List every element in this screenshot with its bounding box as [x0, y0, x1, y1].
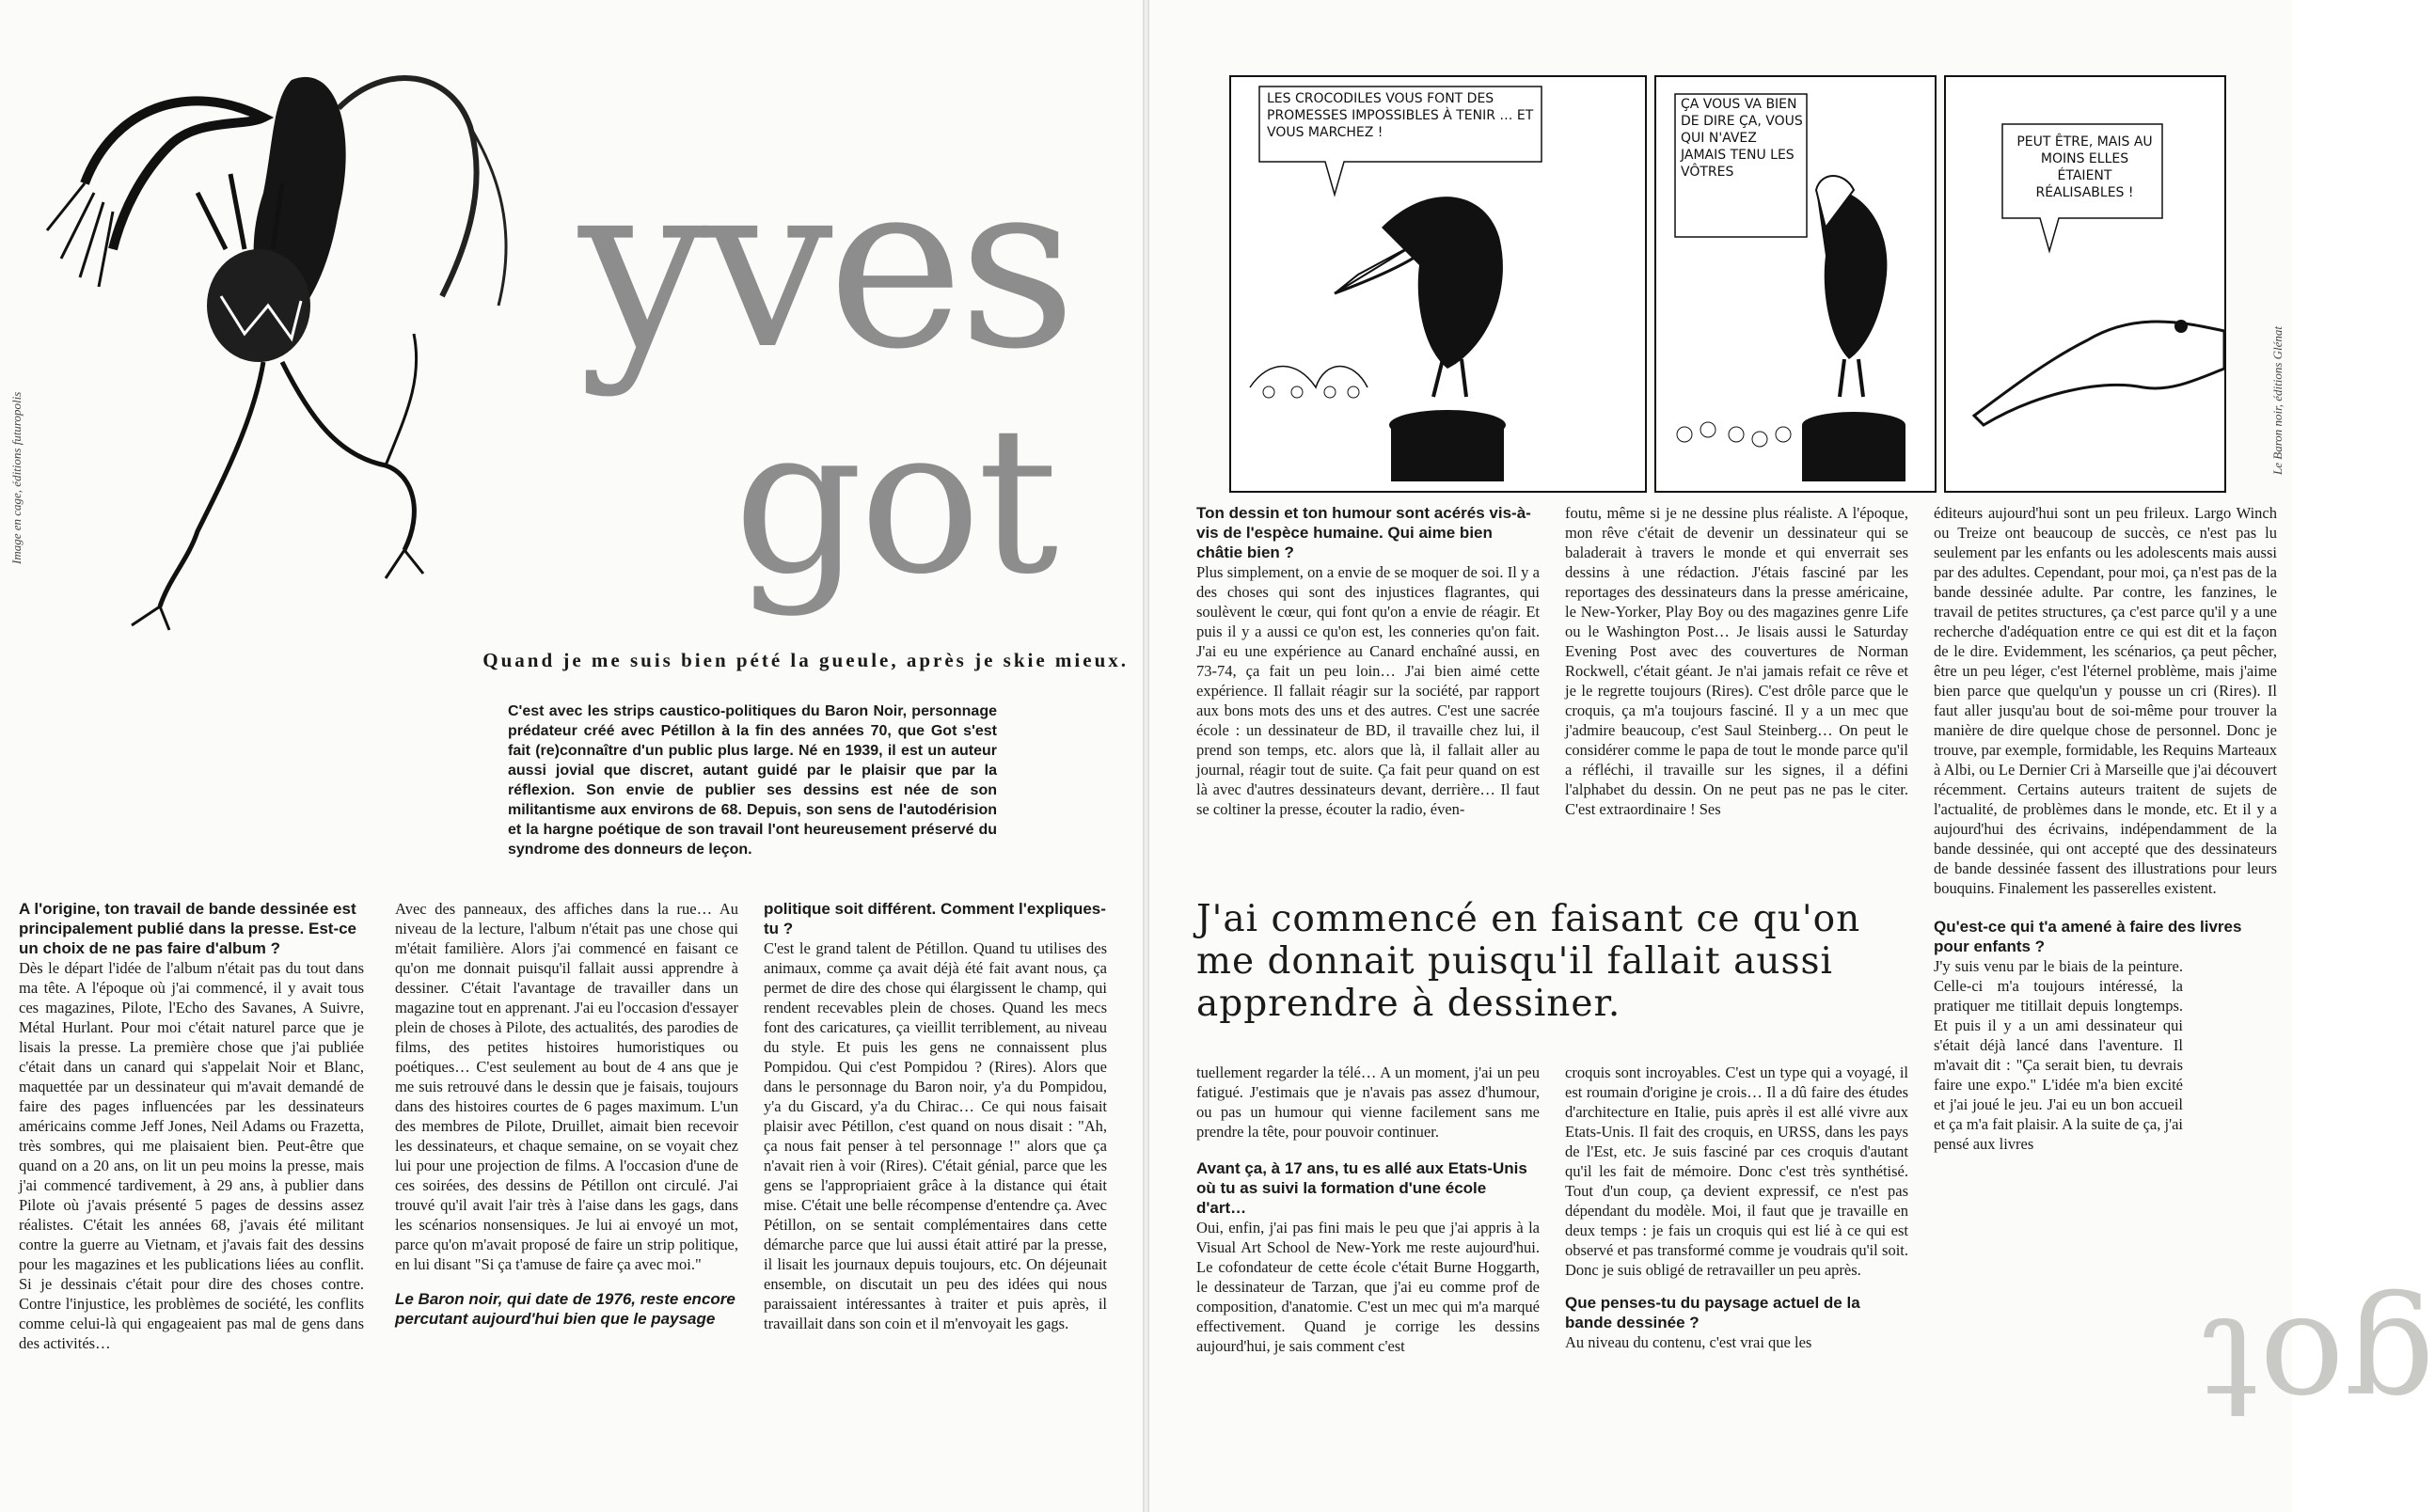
speech-bubble-2: ÇA VOUS VA BIEN DE DIRE ÇA, VOUS QUI N'AVEZ JAMAIS TENU LES VÔTRES [1681, 97, 1803, 180]
right-page [1149, 0, 2435, 1512]
right-column-2 [1565, 503, 1908, 819]
right-column-1 [1196, 503, 1540, 819]
question-3: Ton dessin et ton humour sont acérés vis-à-vis de l'espèce humaine. Qui aime bien châtie bien ? [1196, 504, 1531, 561]
pull-quote: Quand je me suis bien pété la gueule, après je skie mieux. [482, 649, 1129, 671]
pull-quote-large: J'ai commencé en faisant ce qu'on me donnait puisqu'il fallait aussi apprendre à dessiner. [1196, 898, 1861, 1025]
comic-panel-1 [1229, 75, 1647, 493]
question-2: Le Baron noir, qui date de 1976, reste encore percutant aujourd'hui bien que le paysage [395, 1290, 735, 1328]
comic-strip [1229, 75, 2226, 494]
answer-4-cont-2: croquis sont incroyables. C'est un type qui a voyagé, il est roumain d'origine je crois… Il a dû faire des études d'architecture en Italie, puis après il est allé vivre aux Etats-Unis. Il fait des croquis, en URSS, dans les pays de l'Est, etc. Je suis fasciné par ces croquis d'autant qu'il les fait de mémoire. Donc c'est très synthétisé. Tout d'un coup, ça devient expressif, ce n'est pas dépendant du modèle. Moi, il faut que je travaille en deux temps : je fais un croquis qui est lié à ce qui est observé et pas transformé comme je voudrais qu'il soit. Donc je suis obligé de retravailler un peu après. [1565, 1063, 1908, 1279]
left-column-1 [19, 899, 364, 1353]
answer-4: Oui, enfin, j'ai pas fini mais le peu que j'ai appris à la Visual Art School de New-York me reste aujourd'hui. Le cofondateur de cette école c'était Burne Hoggarth, le dessinateur de Tarzan, que j'ai eu comme prof de composition, d'anatomie. C'est un mec qui m'a marqué effectivement. Quand je corrige les dessins aujourd'hui, je sais comment c'est [1196, 1219, 1540, 1355]
speech-bubble-1: LES CROCODILES VOUS FONT DES PROMESSES IMPOSSIBLES À TENIR … ET VOUS MARCHEZ ! [1267, 91, 1534, 140]
image-credit: Image en cage, éditions futuropolis [9, 391, 24, 564]
left-column-2 [395, 899, 738, 1329]
right-column-2b [1565, 1063, 1908, 1352]
left-page [0, 0, 1143, 1512]
intro-paragraph: C'est avec les strips caustico-politiques du Baron Noir, personnage prédateur créé avec Pétillon à la fin des années 70, que Got s'est fait (re)connaître d'un public plus large. Né en 1939, il est un auteur aussi jovial que discret, autant guidé par le plaisir que par la réflexion. Son envie de publier ses dessins est née de son militantisme aux environs de 68. Depuis, son sens de l'autodérision et la hargne poétique de son travail l'ont heureusement préservé du syndrome des donneurs de leçon. [508, 703, 997, 858]
page-gutter [1143, 0, 1149, 1512]
question-1: A l'origine, ton travail de bande dessinée est principalement publié dans la presse. Est-ce un choix de ne pas faire d'album ? [19, 900, 357, 957]
answer-1: Dès le départ l'idée de l'album n'était pas du tout dans ma tête. A l'époque où j'ai commencé, il y avait tous ces magazines, Pilote, l'Echo des Savanes, A Suivre, Métal Hurlant. Pour moi c'était naturel parce que je lisais la presse. La première chose que j'ai publiée c'était dans un canard qui s'appelait Noir et Blanc, maquettée par un dessinateur qui m'avait demandé de faire des pages influencées par les dessinateurs américains comme Jeff Jones, Neil Adams ou Frazetta, très sombres, qui me plaisaient bien. Peut-être que quand on a 20 ans, on lit un peu moins la presse, mais j'ai commencé tardivement, à 29 ans, à publier dans Pilote où j'avais présenté 5 pages de dessins assez réalistes. C'était les années 68, j'avais été militant contre la guerre au Vietnam, et j'avais fait des dessins pour les magazines et les publications liées au conflit. Si je dessinais c'était pour dire des choses contre. Contre l'injustice, les problèmes de société, les conflits comme celui-là qui engageaient pas mal de gens dans des activités… [19, 959, 364, 1352]
answer-2: C'est le grand talent de Pétillon. Quand tu utilises des animaux, comme ça avait déjà été fait avant nous, ça permet de dire des chose qui élargissent le champ, qui rendent recevables plein de choses. Quand les mecs font des caricatures, ça vieillit terriblement, au niveau du style. Et puis les gens ne connaissent plus Pompidou. Qui c'est Pompidou ? (Rires). Alors que dans le personnage du Baron noir, y'a du Pompidou, y'a du Giscard, y'a du Chirac… Ce qui nous faisait plaisir avec Pétillon, c'est quand on nous disait : "Ah, ça nous fait penser à tel personnage !" alors que ça n'avait rien à voir (Rires). C'était génial, parce que les gens se l'appropriaient grâce à la distance qui était mise. C'était une belle récompense d'entendre ça. Avec Pétillon, on se sentait complémentaires dans cette démarche parce que lui aussi était attiré par la presse, il lisait les journaux depuis toujours, etc. On déjeunait ensemble, on discutait un peu des idées qui nous paraissaient intéressantes à traiter et puis après, il travaillait dans son coin et il m'envoyait les gags. [764, 939, 1107, 1332]
comic-credit: Le Baron noir, éditions Glénat [2270, 325, 2285, 475]
answer-1-cont: Avec des panneaux, des affiches dans la rue… Au niveau de la lecture, l'album n'était pas une chose qui m'était familière. Alors j'ai commencé en faisant ce qu'on me donnait puisqu'il fallait aussi apprendre à dessiner. C'était l'avantage de travailler dans un magazine tout en apprenant. J'ai eu l'occasion d'essayer plein de choses à Pilote, des actualités, des parodies de films, des petites histoires humoristiques ou poétiques… C'est seulement au bout de 4 ans que je me suis retrouvé dans le dessin que je faisais, toujours dans des histoires courtes de 6 pages maximum. L'un des membres de Pilote, Druillet, aimait bien recevoir les dessinateurs, et chaque semaine, on se voyait chez lui pour une projection de films. A l'occasion d'une de ces soirées, des dessins de Pétillon ont circulé. J'ai trouvé qu'il avait l'air très à l'aise dans les gags, dans les scénarios nonsensiques. Je lui ai envoyé un mot, parce qu'on m'avait proposé de faire un strip politique, en lui disant "Si ça t'amuse de faire ça avec moi." [395, 900, 738, 1273]
right-column-1b [1196, 1063, 1540, 1356]
answer-3-end: tuellement regarder la télé… A un moment, j'ai un peu fatigué. J'estimais que je n'avais pas assez d'humour, ou pas un humour qui vienne facilement sans me prendre la tête, pour pouvoir continuer. [1196, 1063, 1540, 1141]
answer-6: J'y suis venu par le biais de la peinture. Celle-ci m'a toujours intéressé, la pratiquer me titillait depuis longtemps. Et puis il y a un ami dessinateur qui s'était déjà lancé dans l'aventure. Il m'avait dit : "Ça serait bien, tu devrais faire une expo." L'idée m'a bien excité et j'ai joué le jeu. J'ai eu un bon accueil et ça m'a fait plaisir. A la suite de ça, j'ai pensé aux livres [1934, 957, 2183, 1153]
answer-4-cont: éditeurs aujourd'hui sont un peu frileux. Largo Winch ou Treize ont beaucoup de succès, ce n'est pas lu seulement par les enfants ou les adolescents mais aussi par des adultes. Cependant, pour moi, ça n'est pas de la bande dessinée adulte. Par contre, les fanzines, le travail de petites structures, ça c'est parce qu'il y a une recherche d'adéquation entre ce qui est dit et la façon de le dire. Evidemment, les scénarios, ça peut pêcher, être un peu léger, c'est l'éternel problème, mais j'aime bien parce que quelqu'un y pousse un cri (Rires). Il faut aller jusqu'au bout de soi-même pour trouver la manière de dire quelque chose de personnel. Donc je trouve, par exemple, formidable, les Requins Marteaux à Albi, ou Le Dernier Cri à Marseille que j'ai découvert récemment. Certains auteurs traitent de sujets de l'actualité, de problèmes dans le monde, etc. Et il y a aujourd'hui des écrivains, indépendamment de la bande dessinée, qui ont accepté que des dessinateurs de bande dessinée fassent des illustrations pour leurs bouquins. Finalement les passerelles existent. [1934, 504, 2277, 897]
left-column-3 [764, 899, 1107, 1333]
question-6: Qu'est-ce qui t'a amené à faire des livres pour enfants ? [1934, 918, 2242, 955]
decorative-got: got [2203, 1286, 2435, 1450]
question-2-cont: politique soit différent. Comment l'expliques-tu ? [764, 900, 1106, 937]
answer-3: Plus simplement, on a envie de se moquer de soi. Il y a des choses qui sont des injustices flagrantes, qui soulèvent le cœur, qui font qu'on a envie de réagir. Et puis il y a aussi ce qu'on est, les conneries qu'on fait. J'ai eu une expérience au Canard enchaîné aussi, en 73-74, ça fait un peu loin… J'ai bien aimé cette expérience. Il fallait réagir sur la société, par rapport aux bons mots des uns et des autres. C'est une sacrée école : un dessinateur de BD, il travaille chez lui, il prend son temps, etc. alors que là, il fallait aller au journal, réagir tout de suite. Ça fait peur quand on est là avec d'autres dessinateurs devant, derrière… Il faut se coltiner la presse, écouter la radio, éven- [1196, 563, 1540, 818]
name-first: yves [578, 132, 1071, 400]
question-5: Que penses-tu du paysage actuel de la bande dessinée ? [1565, 1294, 1860, 1331]
comic-panel-2 [1654, 75, 1937, 493]
right-column-3 [1934, 503, 2277, 1154]
question-4: Avant ça, à 17 ans, tu es allé aux Etats-Unis où tu as suivi la formation d'une école d'art… [1196, 1159, 1527, 1217]
speech-bubble-3: PEUT ÊTRE, MAIS AU MOINS ELLES ÉTAIENT RÉALISABLES ! [2016, 134, 2153, 200]
comic-panel-3 [1944, 75, 2226, 493]
name-last: got [734, 383, 1055, 619]
answer-3-cont: foutu, même si je ne dessine plus réaliste. A l'époque, mon rêve c'était de devenir un dessinateur qui se baladerait à travers le monde et qui enverrait ses dessins à une rédaction. J'étais fasciné par les reportages des dessinateurs dans la presse américaine, le New-Yorker, Play Boy ou des magazines genre Life ou le Washington Post… Je lisais aussi le Saturday Evening Post avec des couvertures de Norman Rockwell, c'était géant. Je n'ai jamais refait ce rêve et je le regrette toujours (Rires). C'est drôle parce que le croquis, ça m'a toujours fasciné. Il y a un mec que j'admire beaucoup, c'est Saul Steinberg… On peut le considérer comme le papa de tout le monde parce qu'il a réfléchi, il travaille sur les signes, il a défini l'alphabet du dessin. On ne peut pas ne pas le citer. C'est extraordinaire ! Ses [1565, 504, 1908, 818]
answer-5-start: Au niveau du contenu, c'est vrai que les [1565, 1333, 1812, 1351]
